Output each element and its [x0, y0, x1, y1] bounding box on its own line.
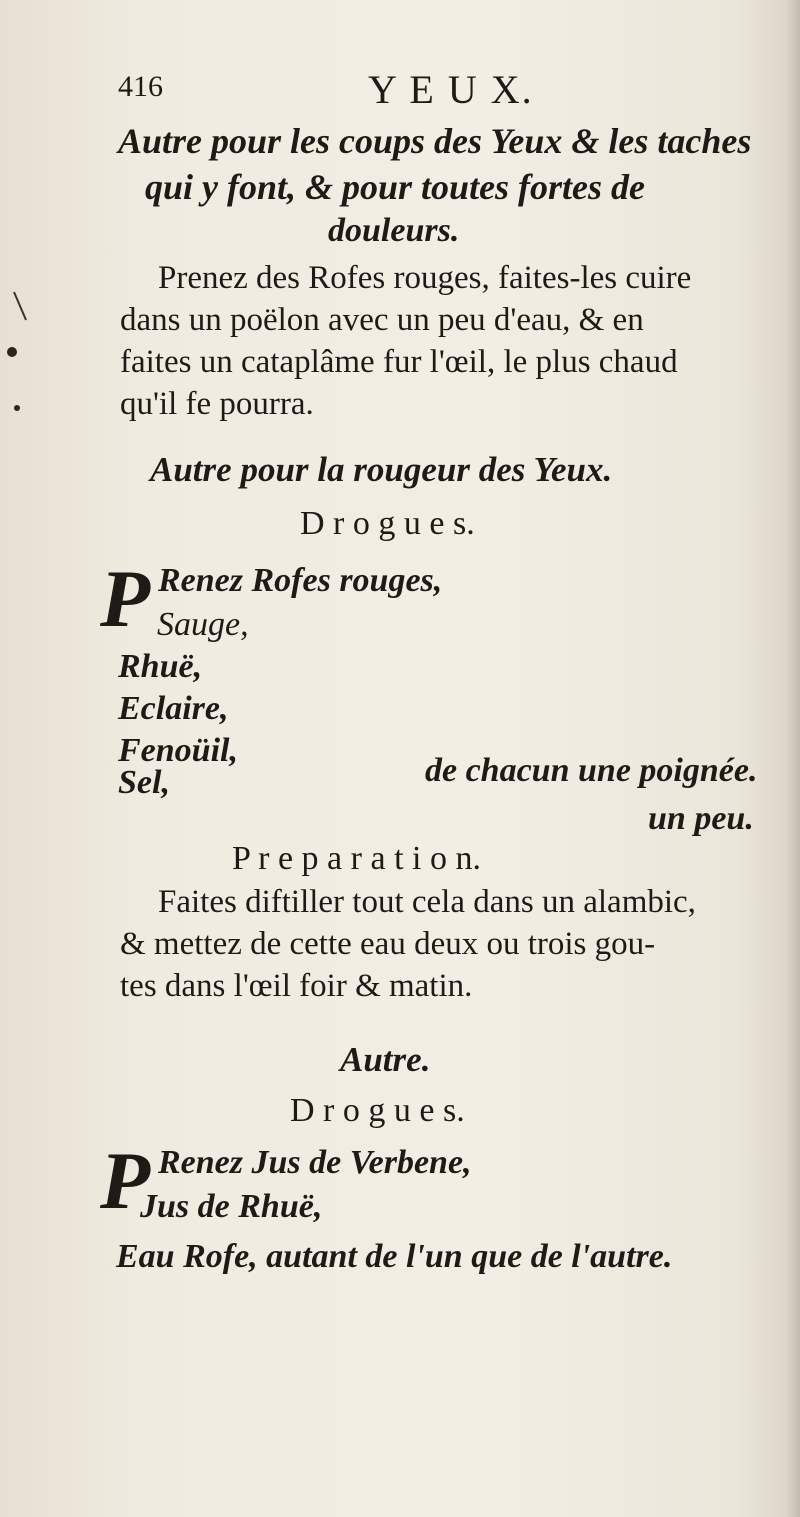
- section3-heading: Autre.: [340, 1040, 431, 1079]
- preparation-line2: & mettez de cette eau deux ou trois gou-: [120, 926, 656, 962]
- running-title: Y E U X.: [368, 67, 534, 112]
- quantity-un-peu: un peu.: [648, 800, 754, 837]
- ingredient-eau-rose: Eau Rofe, autant de l'un que de l'autre.: [116, 1238, 673, 1275]
- quantity-poignee: de chacun une poignée.: [425, 752, 758, 789]
- section2-heading: Autre pour la rougeur des Yeux.: [150, 450, 613, 489]
- section1-heading-line3: douleurs.: [328, 212, 460, 249]
- ingredient-rofes-rouges: Renez Rofes rouges,: [158, 562, 443, 599]
- section1-heading-line2: qui y font, & pour toutes fortes de: [145, 167, 646, 207]
- section1-heading-line1: Autre pour les coups des Yeux & les taches: [118, 121, 752, 161]
- ingredient-fenouil: Fenoüil,: [118, 732, 238, 769]
- preparation-line3: tes dans l'œil foir & matin.: [120, 968, 473, 1004]
- page-edge-shadow: [786, 0, 800, 1517]
- ingredient-jus-de-verbene: Renez Jus de Verbene,: [158, 1144, 472, 1181]
- section1-body-line2: dans un poëlon avec un peu d'eau, & en: [120, 302, 644, 338]
- ingredient-sel: Sel,: [118, 764, 170, 801]
- section1-body-line4: qu'il fe pourra.: [120, 386, 314, 422]
- preparation-line1: Faites diftiller tout cela dans un alambic,: [158, 884, 696, 920]
- page-number: 416: [118, 70, 163, 103]
- preparation-title: P r e p a r a t i o n.: [232, 840, 481, 877]
- ingredient-rhue: Rhuë,: [118, 648, 203, 685]
- section3-drogues-title: D r o g u e s.: [290, 1092, 465, 1129]
- ingredient-eclaire: Eclaire,: [118, 690, 229, 727]
- section2-drogues-title: D r o g u e s.: [300, 505, 475, 542]
- section3-drop-cap: P: [100, 1135, 151, 1226]
- section2-drop-cap: P: [100, 553, 151, 644]
- section1-body-line1: Prenez des Rofes rouges, faites-les cuire: [158, 260, 692, 296]
- section1-body-line3: faites un cataplâme fur l'œil, le plus chaud: [120, 344, 678, 380]
- margin-ink-mark: [4, 290, 30, 420]
- ingredient-jus-de-rhue: Jus de Rhuë,: [140, 1188, 323, 1225]
- ingredient-sauge: Sauge,: [157, 606, 249, 643]
